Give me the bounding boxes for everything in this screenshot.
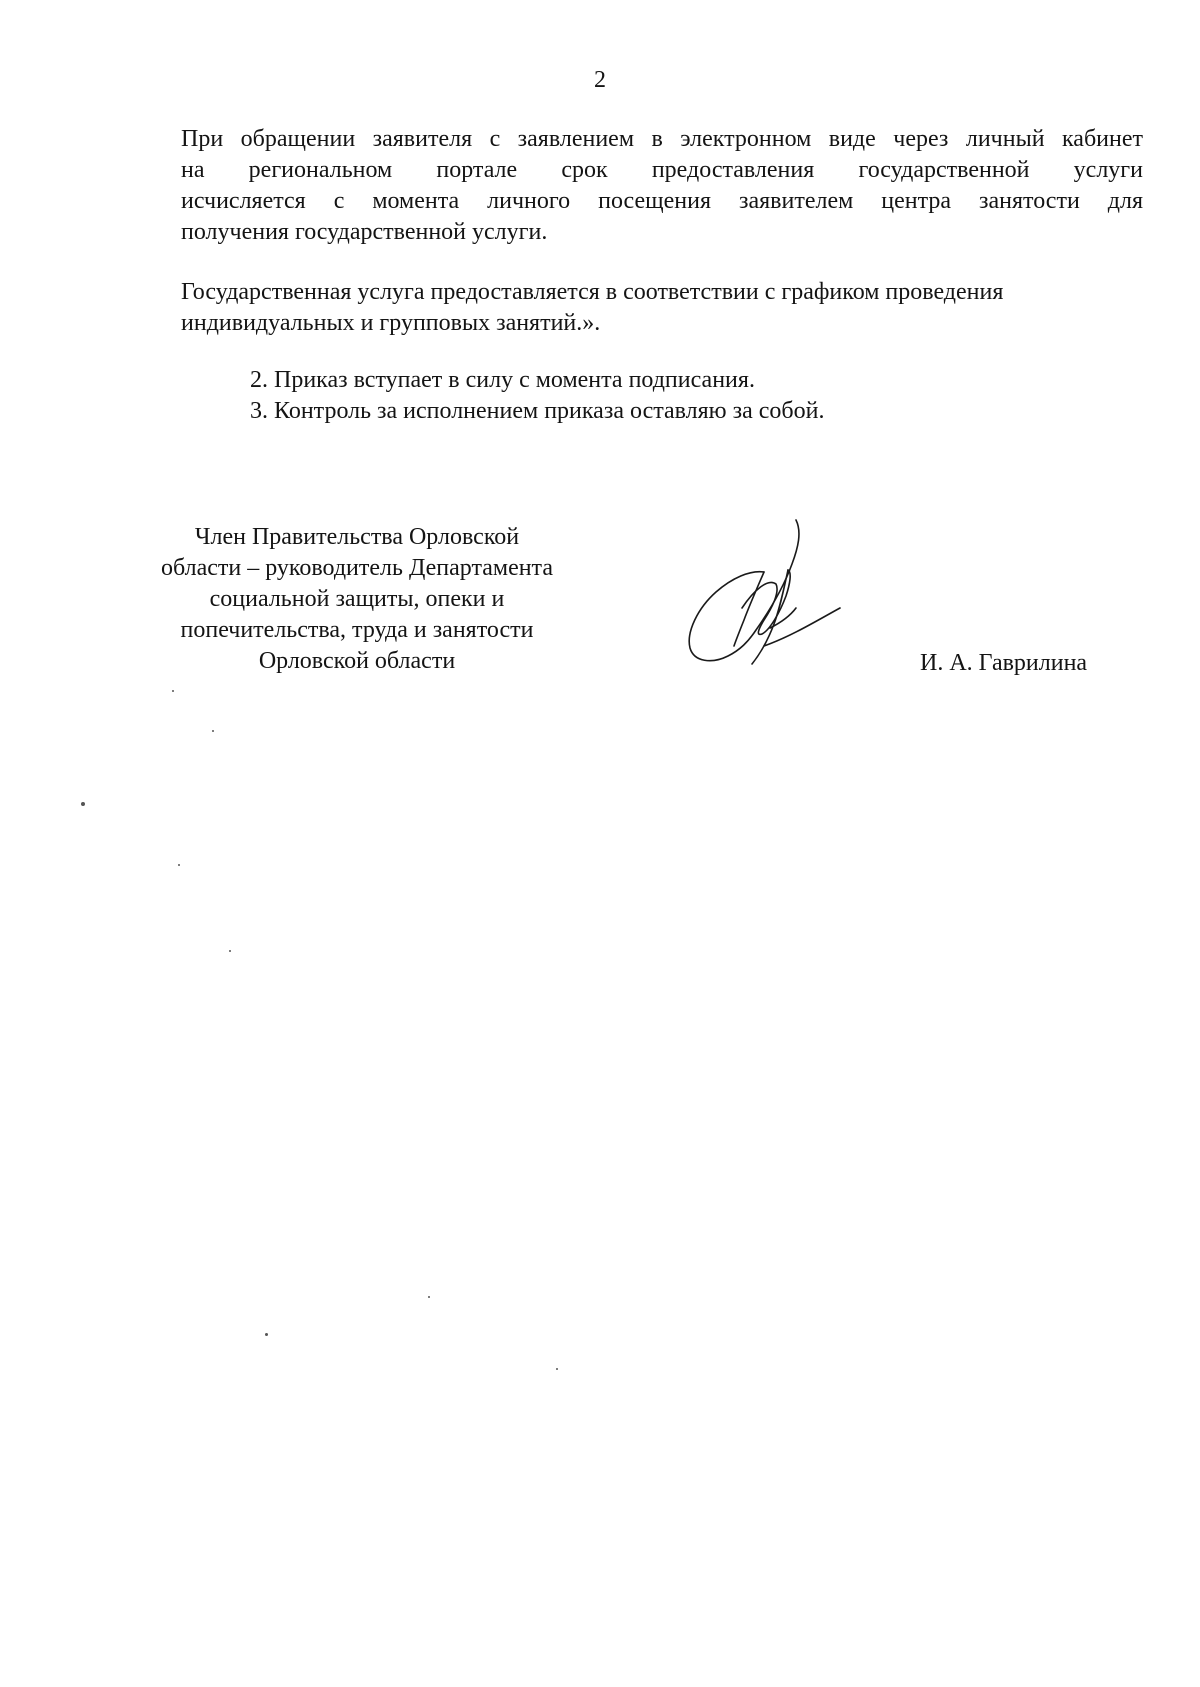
paragraph-line: исчисляется с момента личного посещения заявителем центра занятости для xyxy=(181,188,1143,214)
order-clauses xyxy=(250,365,824,427)
handwritten-signature xyxy=(668,512,848,692)
paragraph-electronic-application xyxy=(181,124,1143,248)
scan-speck xyxy=(178,864,180,866)
signatory-line: области – руководитель Департамента xyxy=(161,555,553,581)
signer-name: И. А. Гаврилина xyxy=(920,650,1088,676)
signatory-line: попечительства, труда и занятости xyxy=(180,617,534,643)
paragraph-line: получения государственной услуги. xyxy=(181,219,548,245)
scan-speck xyxy=(265,1333,268,1336)
signatory-title xyxy=(122,522,592,677)
scan-speck xyxy=(428,1296,430,1298)
signatory-line: социальной защиты, опеки и xyxy=(209,586,505,612)
paragraph-line: Государственная услуга предоставляется в соответствии с графиком проведения xyxy=(181,279,1004,305)
clause-item: 3. Контроль за исполнением приказа оставляю за собой. xyxy=(250,398,825,424)
paragraph-line: на региональном портале срок предоставления государственной услуги xyxy=(181,157,1143,183)
page-number: 2 xyxy=(594,67,606,93)
clause-item: 2. Приказ вступает в силу с момента подписания. xyxy=(250,367,755,393)
paragraph-line: индивидуальных и групповых занятий.». xyxy=(181,310,601,336)
signatory-line: Член Правительства Орловской xyxy=(194,524,520,550)
scan-speck xyxy=(81,802,85,806)
paragraph-line: При обращении заявителя с заявлением в электронном виде через личный кабинет xyxy=(181,126,1143,152)
scan-speck xyxy=(212,730,214,732)
paragraph-schedule xyxy=(181,277,1141,339)
scan-speck xyxy=(556,1368,558,1370)
signatory-line: Орловской области xyxy=(258,648,456,674)
scan-speck xyxy=(172,690,174,692)
scan-speck xyxy=(229,950,231,952)
